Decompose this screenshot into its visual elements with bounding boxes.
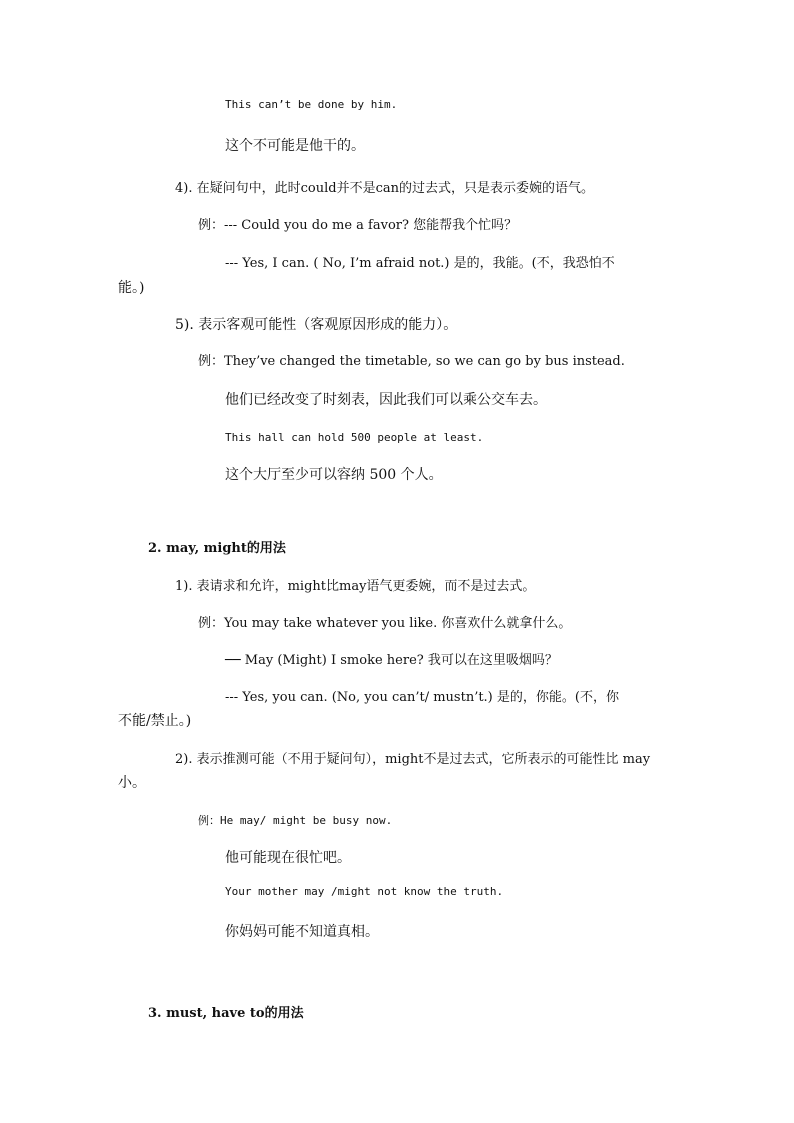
example-sentence: This can’t be done by him.: [225, 98, 398, 111]
usage-point-5: 5). 表示客观可能性（客观原因形成的能力）。: [175, 317, 458, 333]
section-heading-must-have-to: 3. must, have to的用法: [148, 1006, 304, 1021]
example-translation: 这个大厅至少可以容纳 500 个人。: [225, 467, 443, 483]
example-line: --- Yes, I can. ( No, I’m afraid not.) 是的，我能。(不，我恐怕不: [225, 256, 615, 271]
example-line: 例：You may take whatever you like. 你喜欢什么就拿什么。: [198, 616, 572, 631]
usage-point-2: 2). 表示推测可能（不用于疑问句），might不是过去式，它所表示的可能性比 may: [175, 752, 651, 767]
section-heading-may-might: 2. may, might的用法: [148, 541, 286, 556]
example-line: 例：--- Could you do me a favor? 您能帮我个忙吗？: [198, 218, 518, 233]
example-line: --- Yes, you can. (No, you can’t/ mustn’t.) 是的，你能。(不，你: [225, 690, 619, 705]
example-line: ── May (Might) I smoke here? 我可以在这里吸烟吗？: [225, 653, 558, 668]
example-translation: 他们已经改变了时刻表，因此我们可以乘公交车去。: [225, 392, 547, 408]
usage-point-continued: 小。: [118, 775, 146, 791]
example-line: 例：He may/ might be busy now.: [198, 814, 393, 827]
example-translation: 这个不可能是他干的。: [225, 138, 365, 154]
example-sentence: This hall can hold 500 people at least.: [225, 431, 484, 444]
example-sentence: Your mother may /might not know the truth.: [225, 885, 504, 898]
example-line: 例：They’ve changed the timetable, so we can go by bus instead.: [198, 354, 625, 369]
example-translation: 他可能现在很忙吧。: [225, 850, 351, 866]
usage-point-1: 1). 表请求和允许，might比may语气更委婉，而不是过去式。: [175, 579, 536, 594]
example-line-continued: 不能/禁止。): [118, 713, 192, 729]
example-line-continued: 能。): [118, 280, 145, 296]
example-translation: 你妈妈可能不知道真相。: [225, 924, 379, 940]
usage-point-4: 4). 在疑问句中，此时could并不是can的过去式，只是表示委婉的语气。: [175, 181, 594, 196]
